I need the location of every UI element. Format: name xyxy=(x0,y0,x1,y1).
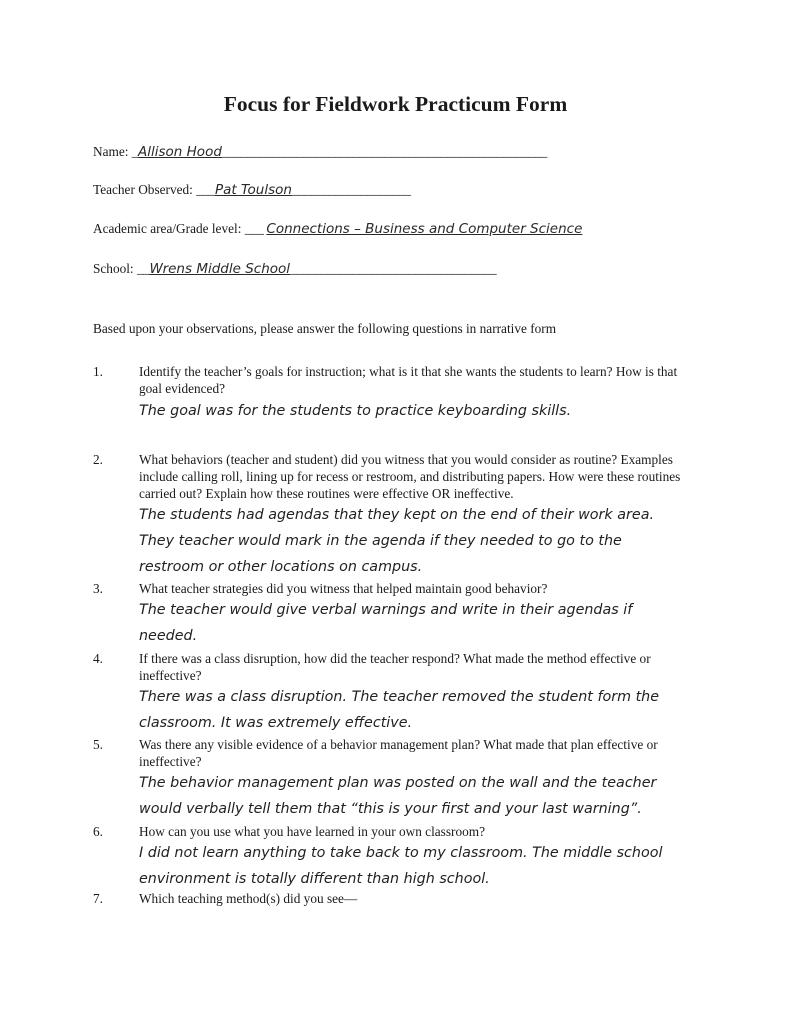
answer-text: The students had agendas that they kept on the end of their work area. They teacher would mark in the agenda if they needed to go to the restroom or other locations on campus. xyxy=(139,507,654,575)
question-text: Was there any visible evidence of a behavior management plan? What made that plan effective or ineffective? xyxy=(139,737,658,769)
name-trail-blank: ____________________________________________________ xyxy=(221,144,547,159)
question-text: What behaviors (teacher and student) did you witness that you would consider as routine? Examples include calling roll, lining up for recess or restroom, and distributing papers. How were these routines carried out? Explain how these routines were effective OR ineffective. xyxy=(139,452,681,501)
question-number: 1. xyxy=(93,364,103,379)
question-number: 4. xyxy=(93,651,103,666)
school-label: School: xyxy=(93,261,137,276)
teacher-lead-blank: ___ xyxy=(196,182,215,197)
question-text: Which teaching method(s) did you see— xyxy=(139,891,358,906)
teacher-label: Teacher Observed: xyxy=(93,182,197,197)
question-number: 6. xyxy=(93,824,103,839)
answer-text: The teacher would give verbal warnings and write in their agendas if needed. xyxy=(139,602,633,644)
question-text: How can you use what you have learned in your own classroom? xyxy=(139,824,485,839)
academic-label: Academic area/Grade level: xyxy=(93,221,245,236)
question-number: 7. xyxy=(93,891,103,906)
name-lead-blank: _ xyxy=(131,144,139,159)
question-number: 5. xyxy=(93,737,103,752)
question-text: Identify the teacher’s goals for instruction; what is it that she wants the students to learn? How is that goal evidenced? xyxy=(139,364,678,396)
question-number: 3. xyxy=(93,581,103,596)
name-field xyxy=(93,143,547,161)
name-label: Name: xyxy=(93,144,132,159)
question-number: 2. xyxy=(93,452,103,467)
question-text: If there was a class disruption, how did the teacher respond? What made the method effective or ineffective? xyxy=(139,651,651,683)
school-field xyxy=(93,260,496,278)
academic-area-field xyxy=(93,220,582,238)
school-trail-blank: _________________________________ xyxy=(290,261,497,276)
instructions-text: Based upon your observations, please answer the following questions in narrative form xyxy=(93,321,557,336)
school-value: Wrens Middle School xyxy=(149,261,291,277)
name-value: Allison Hood xyxy=(138,144,222,160)
teacher-trail-blank: ___________________ xyxy=(291,182,411,197)
teacher-value: Pat Toulson xyxy=(214,182,292,198)
form-title: Focus for Fieldwork Practicum Form xyxy=(223,92,568,116)
answer-text: The behavior management plan was posted on the wall and the teacher would verbally tell them that “this is your first and your last warning”. xyxy=(139,775,657,817)
teacher-observed-field xyxy=(93,181,411,199)
school-lead-blank: __ xyxy=(136,261,150,276)
academic-lead-blank: ___ xyxy=(244,221,267,236)
academic-value: Connections – Business and Computer Science xyxy=(266,221,583,237)
answer-text: The goal was for the students to practice keyboarding skills. xyxy=(139,403,572,419)
question-text: What teacher strategies did you witness that helped maintain good behavior? xyxy=(139,581,548,596)
answer-text: There was a class disruption. The teacher removed the student form the classroom. It was extremely effective. xyxy=(139,689,660,731)
answer-text: I did not learn anything to take back to my classroom. The middle school environment is totally different than high school. xyxy=(139,845,663,887)
